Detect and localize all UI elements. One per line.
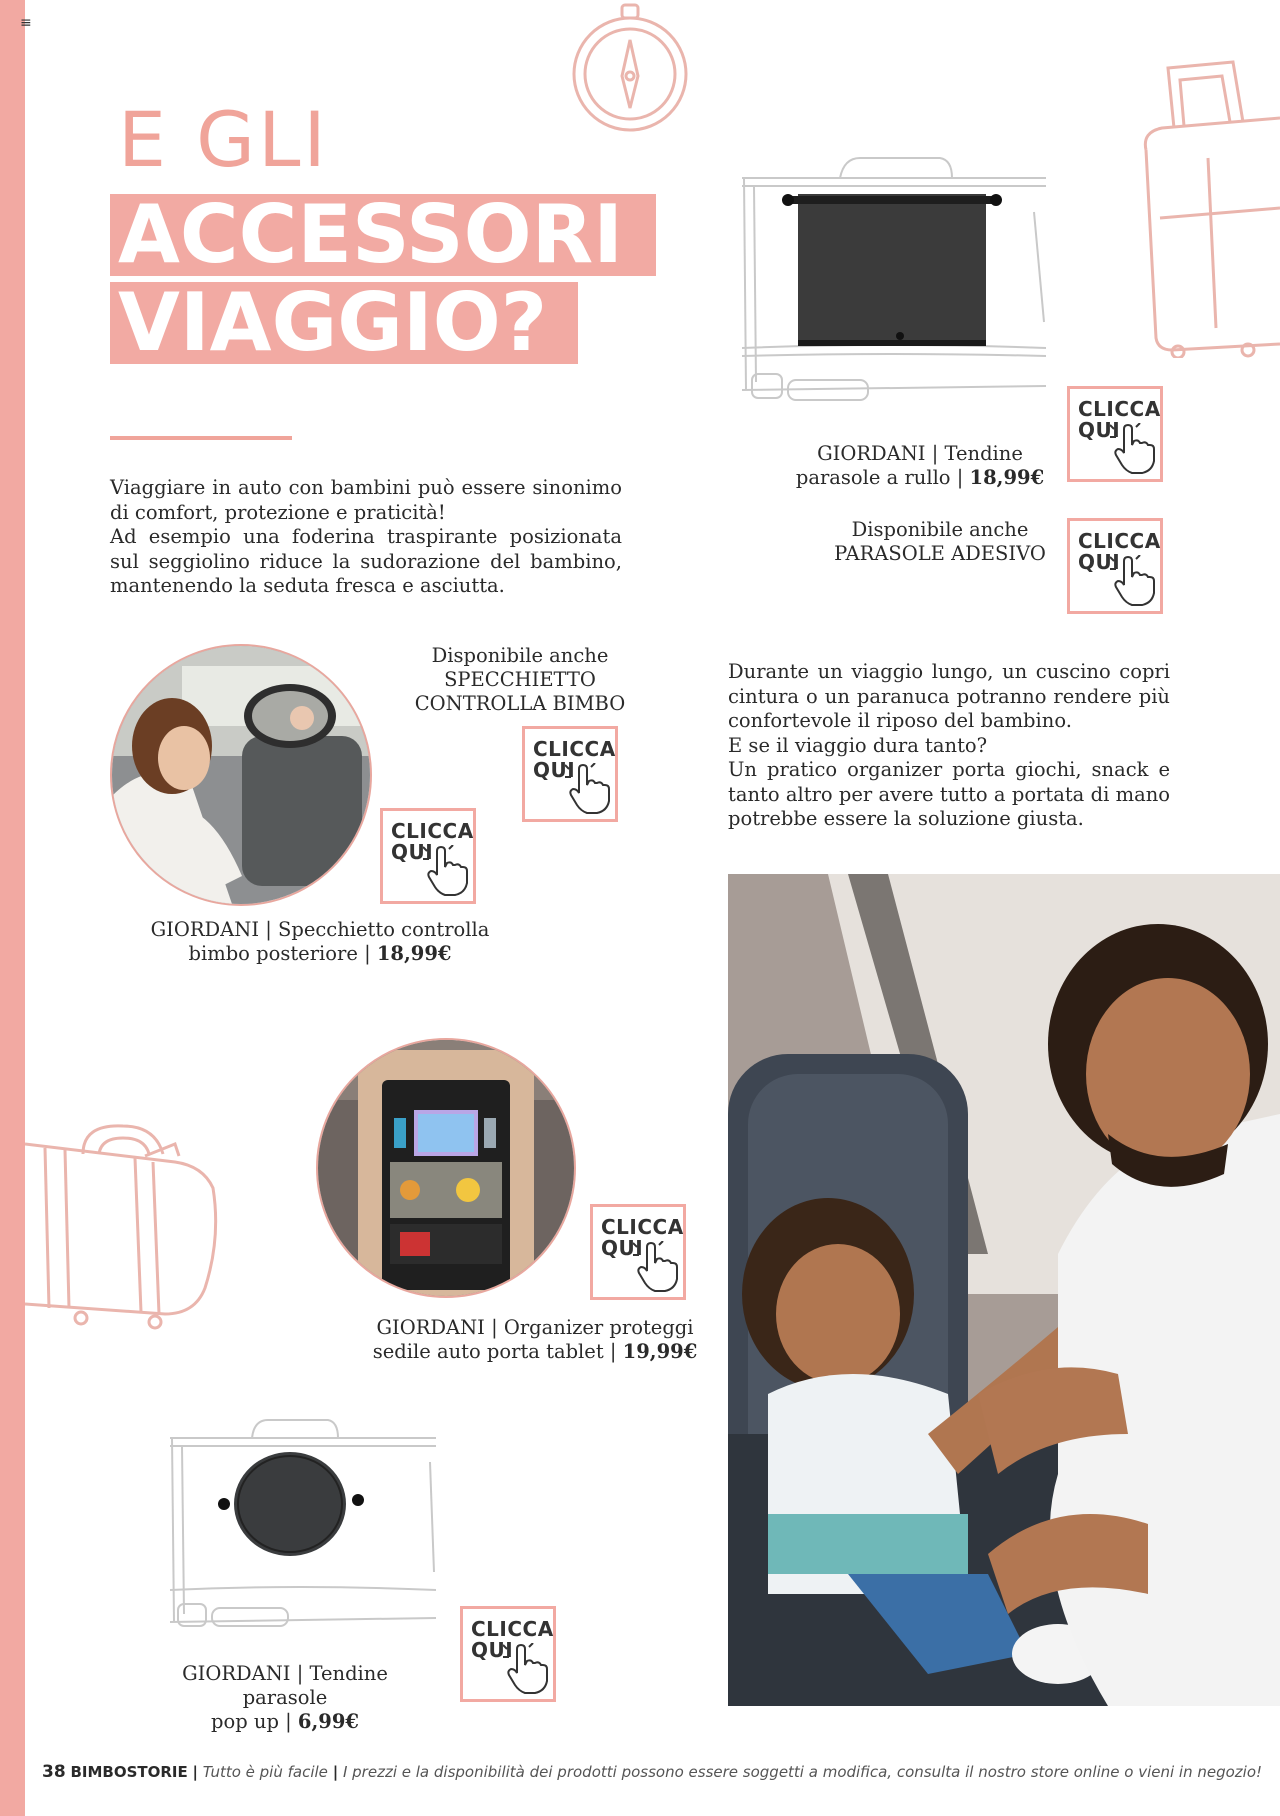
clicca-qui-button-organizer[interactable]: [590, 1204, 686, 1300]
cta-label-line1: CLICCA: [533, 737, 616, 761]
clicca-qui-button-tendine-rullo[interactable]: [1067, 386, 1163, 482]
product-caption-specchietto: GIORDANI | Specchietto controlla bimbo posteriore | 18,99€: [150, 918, 490, 965]
product-name: parasole a rullo: [795, 466, 951, 489]
also-available-label: Disponibile anche: [851, 518, 1029, 541]
product-name: sedile auto porta tablet: [372, 1340, 604, 1363]
compass-illustration-icon: [566, 0, 696, 135]
pointing-hand-icon: [565, 763, 613, 815]
brand-label: GIORDANI: [817, 442, 926, 465]
right-column-text: [728, 660, 1170, 832]
suitcase-illustration-top-icon: [1138, 58, 1280, 358]
clicca-qui-button-specchietto-alt[interactable]: [522, 726, 618, 822]
cta-label-line2: QUI: [533, 758, 576, 782]
cta-label-line1: CLICCA: [601, 1215, 684, 1239]
cta-label-line1: CLICCA: [1078, 529, 1161, 553]
product-price: 18,99€: [376, 942, 452, 965]
also-available-label: Disponibile anche: [431, 644, 609, 667]
page-number: 38: [42, 1762, 66, 1782]
cta-label-line2: QUI: [1078, 418, 1121, 442]
product-name: Specchietto controlla: [278, 918, 490, 941]
left-accent-bar: [0, 0, 25, 1816]
organizer-photo: [316, 1038, 576, 1298]
page-title-line1: E GLI: [118, 95, 329, 184]
product-name: Organizer proteggi: [503, 1316, 694, 1339]
footer-disclaimer: I prezzi e la disponibilità dei prodotti possono essere soggetti a modifica, consulta il nostro store online o vieni in negozio!: [342, 1763, 1263, 1781]
product-name: bimbo posteriore: [188, 942, 358, 965]
footer-tagline: Tutto è più facile: [202, 1763, 328, 1781]
product-name: pop up: [211, 1710, 279, 1733]
cta-label-line2: QUI: [471, 1638, 514, 1662]
roller-sunshade-image: [740, 152, 1046, 417]
pointing-hand-icon: [1110, 555, 1158, 607]
intro-paragraph-1: Viaggiare in auto con bambini può essere sinonimo di comfort, protezione e praticità!: [110, 476, 622, 524]
right-paragraph-3: Un pratico organizer porta giochi, snack e tanto altro per avere tutto a portata di mano potrebbe essere la soluzione giusta.: [728, 758, 1170, 830]
also-available-product: CONTROLLA BIMBO: [414, 692, 626, 715]
mirror-photo: [110, 644, 372, 906]
suitcase-illustration-left-icon: [25, 1118, 225, 1333]
footer-brand: BIMBOSTORIE: [70, 1763, 188, 1781]
cta-label-line1: CLICCA: [1078, 397, 1161, 421]
popup-sunshade-image: [168, 1412, 436, 1632]
cta-label-line1: CLICCA: [391, 819, 474, 843]
pointing-hand-icon: [633, 1241, 681, 1293]
mirror-photo-illustration: [112, 646, 370, 904]
also-available-product: PARASOLE ADESIVO: [834, 542, 1046, 565]
product-caption-popup: GIORDANI | Tendine parasole pop up | 6,99€: [182, 1662, 388, 1733]
also-available-parasole: [830, 518, 1050, 566]
also-available-product: SPECCHIETTO: [444, 668, 596, 691]
brand-label: GIORDANI: [150, 918, 260, 941]
page-title-line2: ACCESSORI: [110, 194, 656, 276]
cta-label-line2: QUI: [1078, 550, 1121, 574]
intro-text: [110, 476, 622, 599]
product-price: 6,99€: [297, 1710, 359, 1733]
pointing-hand-icon: [423, 845, 471, 897]
product-name: Tendine parasole: [242, 1662, 388, 1709]
intro-paragraph-2: Ad esempio una foderina traspirante posizionata sul seggiolino riduce la sudorazione del bambino, mantenendo la seduta fresca e asciutta.: [110, 525, 622, 597]
product-price: 18,99€: [969, 466, 1045, 489]
brand-label: GIORDANI: [182, 1662, 291, 1685]
pointing-hand-icon: [1110, 423, 1158, 475]
product-caption-tendine-rullo: GIORDANI | Tendine parasole a rullo | 18,99€: [795, 442, 1045, 489]
page-title-line3: VIAGGIO?: [110, 282, 578, 364]
brand-label: GIORDANI: [376, 1316, 485, 1339]
cta-label-line2: QUI: [391, 840, 434, 864]
right-paragraph-1: Durante un viaggio lungo, un cuscino copri cintura o un paranuca potranno rendere più confortevole il riposo del bambino.: [728, 660, 1170, 732]
right-paragraph-2: E se il viaggio dura tanto?: [728, 733, 988, 757]
pointing-hand-icon: [503, 1643, 551, 1695]
title-divider: [110, 436, 292, 440]
cta-label-line1: CLICCA: [471, 1617, 554, 1641]
clicca-qui-button-specchietto[interactable]: [380, 808, 476, 904]
product-name: Tendine: [944, 442, 1023, 465]
clicca-qui-button-popup[interactable]: [460, 1606, 556, 1702]
menu-icon[interactable]: ≡: [20, 15, 32, 31]
product-caption-organizer: GIORDANI | Organizer proteggi sedile auto porta tablet | 19,99€: [372, 1316, 698, 1363]
product-price: 19,99€: [622, 1340, 698, 1363]
organizer-photo-illustration: [318, 1040, 574, 1296]
cta-label-line2: QUI: [601, 1236, 644, 1260]
father-child-carseat-photo: [728, 874, 1280, 1706]
page-footer: 38 BIMBOSTORIE | Tutto è più facile | I prezzi e la disponibilità dei prodotti possono essere soggetti a modifica, consulta il nostro store online o vieni in negozio!: [42, 1762, 1263, 1782]
also-available-specchietto: [410, 644, 630, 716]
clicca-qui-button-parasole-adesivo[interactable]: [1067, 518, 1163, 614]
